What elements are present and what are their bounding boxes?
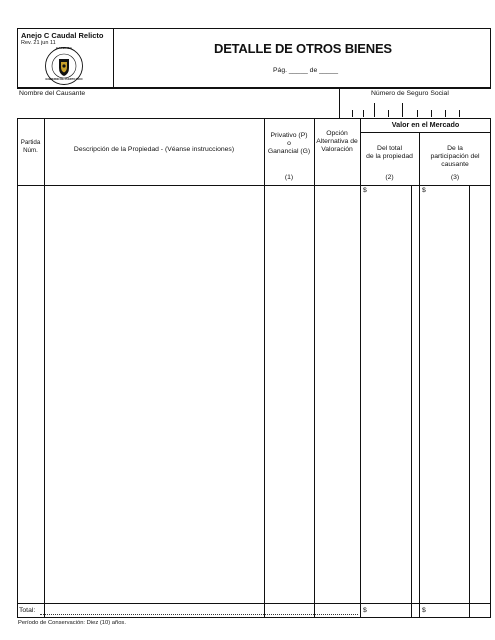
col-total-label-1: Del total xyxy=(377,145,402,152)
ssn-tick xyxy=(402,103,403,117)
government-seal xyxy=(44,46,84,86)
currency-sign: $ xyxy=(363,607,367,614)
col-alt-label-2: Alternativa de xyxy=(316,138,358,145)
currency-sign: $ xyxy=(363,187,367,194)
ssn-tick xyxy=(431,110,432,117)
col-alt-label-1: Opción xyxy=(326,130,348,137)
total-leader-dots xyxy=(40,614,358,615)
col-private-label-1: Privativo (P) xyxy=(270,132,308,139)
ssn-tick xyxy=(445,110,446,117)
total-row-top xyxy=(17,603,491,604)
col-item-label-1: Partida xyxy=(20,139,41,146)
col-share-label-3: causante xyxy=(441,161,469,168)
ssn-tick xyxy=(417,110,418,117)
total-label: Total: xyxy=(19,607,36,614)
form-title: DETALLE DE OTROS BIENES xyxy=(214,41,392,56)
page-number-field[interactable]: Pág. _____ de _____ xyxy=(273,67,339,74)
market-value-rule xyxy=(360,132,491,133)
ssn-tick xyxy=(388,110,389,117)
name-row-top xyxy=(17,88,491,89)
revision: Rev. 21 jun 11 xyxy=(21,40,56,46)
col-private-number: (1) xyxy=(284,174,294,181)
ssn-tick xyxy=(363,110,364,117)
header-divider xyxy=(113,28,114,88)
ssn-label: Número de Seguro Social xyxy=(371,90,449,97)
currency-sign: $ xyxy=(422,607,426,614)
ssn-tick xyxy=(459,110,460,117)
col-alt-label-3: Valoración xyxy=(321,146,353,153)
col-share-number: (3) xyxy=(450,174,460,181)
seal-text-bottom: GOBIERNO DE PUERTO RICO xyxy=(45,78,83,81)
form-id: Anejo C Caudal Relicto xyxy=(21,31,104,40)
col-share-label-2: participación del xyxy=(430,153,480,160)
col-description-label: Descripción de la Propiedad - (Véanse instrucciones) xyxy=(73,146,235,153)
col-item-label-2: Núm. xyxy=(23,147,38,154)
market-value-heading: Valor en el Mercado xyxy=(391,120,460,129)
col-private-label-2: o xyxy=(287,140,291,147)
table-body-entry-area[interactable] xyxy=(18,196,490,602)
col-total-number: (2) xyxy=(385,174,394,181)
col-total-label-2: de la propiedad xyxy=(366,153,413,160)
retention-period: Período de Conservación: Diez (10) años. xyxy=(18,620,126,626)
decedent-name-label: Nombre del Causante xyxy=(19,90,86,97)
currency-sign: $ xyxy=(422,187,426,194)
col-private-label-3: Ganancial (G) xyxy=(267,148,311,155)
ssn-field[interactable] xyxy=(340,97,490,118)
decedent-name-field[interactable] xyxy=(17,97,339,116)
seal-text-top: HACIENDA xyxy=(56,46,72,50)
ssn-tick xyxy=(374,103,375,117)
ssn-tick xyxy=(352,110,353,117)
col-share-label-1: De la xyxy=(447,145,463,152)
